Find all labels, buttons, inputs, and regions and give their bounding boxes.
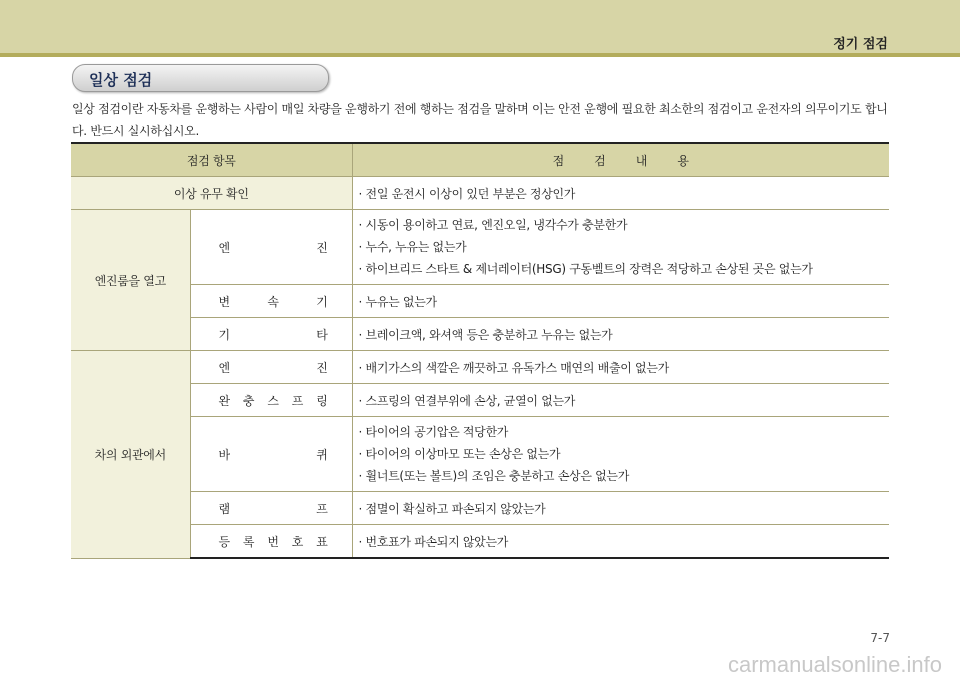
sub-char: 바	[218, 447, 230, 462]
desc-line: · 타이어의 공기압은 적당한가	[358, 425, 509, 439]
sub-char: 퀴	[316, 447, 328, 462]
desc-cell: · 점멸이 확실하고 파손되지 않았는가	[352, 492, 889, 525]
sub-char: 램	[218, 501, 230, 516]
header-line	[0, 53, 960, 57]
category-cell: 엔진룸을 열고	[71, 210, 190, 351]
desc-line: · 하이브리드 스타트 & 제너레이터(HSG) 구동벨트의 장력은 적당하고 손상된 곳은 없는가	[358, 262, 813, 276]
category-cell: 이상 유무 확인	[71, 177, 352, 210]
intro-paragraph: 일상 점검이란 자동차를 운행하는 사람이 매일 차량을 운행하기 전에 행하는 점검을 말하며 이는 안전 운행에 필요한 최소한의 점검이고 운전자의 의무이기도 합니다. 반드시 실시하십시오.	[72, 102, 888, 138]
desc-line: · 휠너트(또는 볼트)의 조임은 충분하고 손상은 없는가	[358, 469, 629, 483]
desc-cell	[352, 210, 889, 285]
sub-char: 프	[291, 393, 304, 408]
table-row	[71, 525, 889, 559]
sub-char: 변	[218, 294, 230, 309]
inspection-table	[71, 142, 889, 559]
page-number: 7-7	[870, 631, 890, 645]
sub-char: 완	[218, 393, 230, 408]
sub-char: 진	[316, 360, 328, 375]
desc-line: · 시동이 용이하고 연료, 엔진오일, 냉각수가 충분한가	[358, 218, 628, 232]
desc-cell: · 번호표가 파손되지 않았는가	[352, 525, 889, 559]
section-title: 정기 점검	[833, 37, 888, 52]
desc-cell: · 전일 운전시 이상이 있던 부분은 정상인가	[352, 177, 889, 210]
category-cell: 차의 외관에서	[71, 351, 190, 559]
sub-char: 타	[316, 327, 328, 342]
sub-char: 프	[316, 501, 328, 516]
sub-char: 속	[267, 294, 279, 309]
header-content: 점검내용	[352, 143, 889, 177]
sub-item-cell	[190, 417, 352, 492]
sub-char: 기	[218, 327, 230, 342]
page-heading: 일상 점검	[89, 71, 153, 89]
table-row	[71, 285, 889, 318]
desc-cell: · 누유는 없는가	[352, 285, 889, 318]
table-header-row	[71, 143, 889, 177]
table-row	[71, 177, 889, 210]
desc-line: · 타이어의 이상마모 또는 손상은 없는가	[358, 447, 561, 461]
sub-char: 등	[218, 534, 230, 549]
sub-item-cell	[190, 285, 352, 318]
sub-char: 진	[316, 240, 328, 255]
heading-pill	[72, 64, 329, 92]
sub-char: 스	[267, 393, 279, 408]
desc-cell: · 브레이크액, 와셔액 등은 충분하고 누유는 없는가	[352, 318, 889, 351]
sub-char: 번	[267, 534, 279, 549]
table-row	[71, 417, 889, 492]
watermark: carmanualsonline.info	[727, 652, 942, 677]
header-band	[0, 0, 960, 56]
sub-item-cell	[190, 318, 352, 351]
sub-item-cell	[190, 210, 352, 285]
sub-char: 록	[242, 534, 255, 549]
desc-cell: · 배기가스의 색깔은 깨끗하고 유독가스 매연의 배출이 없는가	[352, 351, 889, 384]
header-item: 점검 항목	[71, 143, 352, 177]
table-row	[71, 210, 889, 285]
sub-char: 충	[242, 393, 255, 408]
table-row	[71, 492, 889, 525]
sub-item-cell	[190, 384, 352, 417]
sub-char: 표	[316, 534, 328, 549]
sub-char: 엔	[218, 240, 230, 255]
sub-item-cell	[190, 492, 352, 525]
desc-line: · 누수, 누유는 없는가	[358, 240, 467, 254]
sub-char: 엔	[218, 360, 230, 375]
sub-char: 호	[291, 534, 304, 549]
sub-char: 기	[316, 294, 328, 309]
table-row	[71, 351, 889, 384]
table-row	[71, 384, 889, 417]
desc-cell	[352, 417, 889, 492]
sub-char: 링	[316, 393, 328, 408]
desc-cell: · 스프링의 연결부위에 손상, 균열이 없는가	[352, 384, 889, 417]
sub-item-cell	[190, 525, 352, 559]
sub-item-cell	[190, 351, 352, 384]
table-row	[71, 318, 889, 351]
